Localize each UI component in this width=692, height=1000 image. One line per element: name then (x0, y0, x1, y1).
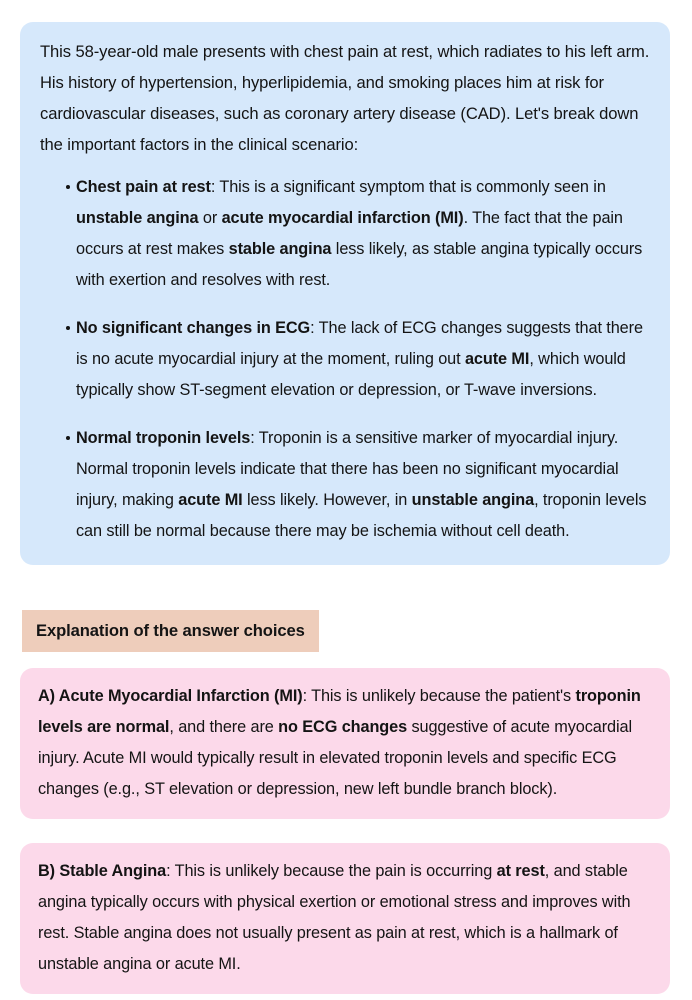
bullet-text: Chest pain at rest: This is a significant symptom that is commonly seen in unstable angina or acute myocardial infarction (MI). The fact that the pain occurs at rest makes stable angina less likely, as stable angina typically occurs with exertion and resolves with rest. (76, 178, 643, 289)
key-factors-list (40, 172, 650, 547)
answer-choice-text-a: A) Acute Myocardial Infarction (MI): This is unlikely because the patient's troponin levels are normal, and there are no ECG changes suggestive of acute myocardial injury. Acute MI would typically result in elevated troponin levels and specific ECG changes (e.g., ST elevation or depression, new left bundle branch block). (38, 687, 641, 798)
bullet-text: No significant changes in ECG: The lack of ECG changes suggests that there is no acute myocardial injury at the moment, ruling out acute MI, which would typically show ST-segment elevation or depression, or T-wave inversions. (76, 319, 643, 399)
clinical-reasoning-card (20, 22, 670, 565)
bullet-dot-icon (66, 326, 70, 330)
answer-choice-card-b (20, 843, 670, 994)
bullet-dot-icon (66, 185, 70, 189)
intro-paragraph: This 58-year-old male presents with chest pain at rest, which radiates to his left arm. His history of hypertension, hyperlipidemia, and smoking places him at risk for cardiovascular diseases, such as coronary artery disease (CAD). Let's break down the important factors in the clinical scenario: (40, 42, 650, 154)
bullet-item (40, 423, 650, 547)
bullet-item (40, 172, 650, 296)
answer-choice-text-b: B) Stable Angina: This is unlikely because the pain is occurring at rest, and stable angina typically occurs with physical exertion or emotional stress and improves with rest. Stable angina does not usually present as pain at rest, which is a hallmark of unstable angina or acute MI. (38, 862, 631, 973)
bullet-item (40, 313, 650, 406)
answer-choice-card-a (20, 668, 670, 819)
bullet-dot-icon (66, 436, 70, 440)
section-header-explanation: Explanation of the answer choices (22, 610, 319, 652)
bullet-text: Normal troponin levels: Troponin is a sensitive marker of myocardial injury. Normal troponin levels indicate that there has been no significant myocardial injury, making acute MI less likely. However, in unstable angina, troponin levels can still be normal because there may be ischemia without cell death. (76, 429, 647, 540)
